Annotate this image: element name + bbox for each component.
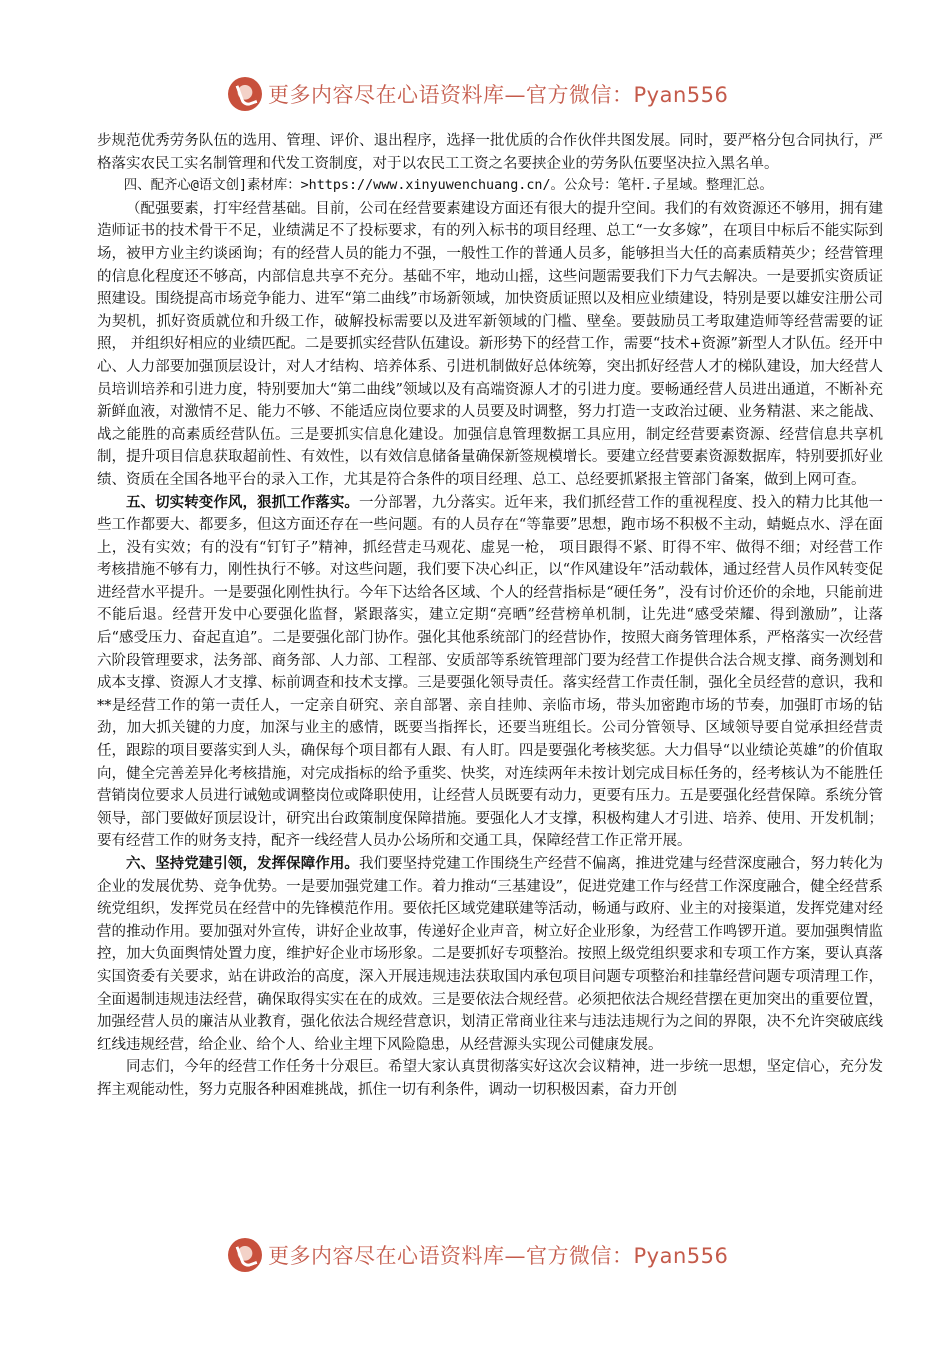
paragraph-section-five bbox=[97, 492, 883, 854]
brand-logo-icon bbox=[228, 77, 262, 111]
footer-watermark-banner bbox=[228, 1237, 748, 1273]
watermark-text: 更多内容尽在心语资料库—官方微信：Pyan556 bbox=[268, 83, 729, 107]
paragraph-section-four-body: （配强要素，打牢经营基础。目前，公司在经营要素建设方面还有很大的提升空间。我们的有效资源还不够用，拥有建造师证书的技术骨干不足，业绩满足不了投标要求，有的列入标书的项目经理、总工“一女多嫁”，在项目中标后不能实际到场，被甲方业主约谈函询；有的经营人员的能力不强，一般性工作的普通人员多，能够担当大任的高素质精英少；经营管理的信息化程度还不够高，内部信息共享不充分。基础不牢，地动山摇，这些问题需要我们下力气去解决。一是要抓实资质证照建设。围绕提高市场竞争能力、进军“第二曲线”市场新领域，加快资质证照以及相应业绩建设，特别是要以雄安注册公司为契机，抓好资质就位和升级工作，破解投标需要以及进军新领域的门槛、壁垒。要鼓励员工考取建造师等经营需要的证照， 并组织好相应的业绩匹配。二是要抓实经营队伍建设。新形势下的经营工作，需要“技术+资源”新型人才队伍。经开中心、人力部要加强顶层设计，对人才结构、培养体系、引进机制做好总体统筹，突出抓好经营人才的梯队建设，加大经营人员培训培养和引进力度，特别要加大“第二曲线”领域以及有高端资源人才的引进力度。要畅通经营人员进出通道，不断补充新鲜血液，对激情不足、能力不够、不能适应岗位要求的人员要及时调整，努力打造一支政治过硬、业务精湛、来之能战、战之能胜的高素质经营队伍。三是要抓实信息化建设。加强信息管理数据工具应用，制定经营要素资源、经营信息共享机制，提升项目信息获取超前性、有效性，以有效信息储备量确保新签规模增长。要建立经营要素资源数据库，特别要抓好业绩、资质在全国各地平台的录入工作，尤其是符合条件的项目经理、总工、总经要抓紧报主管部门备案，做到上网可查。 bbox=[97, 200, 883, 488]
section-six-body: 我们要坚持党建工作围绕生产经营不偏离，推进党建与经营深度融合，努力转化为企业的发展优势、竞争优势。一是要加强党建工作。着力推动“三基建设”，促进党建工作与经营工作深度融合，健全经营系统党组织，发挥党员在经营中的先锋模范作用。要依托区域党建联建等活动，畅通与政府、业主的对接渠道，发挥党建对经营的推动作用。要加强对外宣传，讲好企业故事，传递好企业声音，树立好企业形象，为经营工作鸣锣开道。要加强舆情监控，加大负面舆情处置力度，维护好企业市场形象。二是要抓好专项整治。按照上级党组织要求和专项工作方案，要认真落实国资委有关要求，站在讲政治的高度，深入开展违规违法获取国内承包项目问题专项整治和挂靠经营问题专项清理工作，全面遏制违规违法经营，确保取得实实在在的成效。三是要依法合规经营。必须把依法合规经营摆在更加突出的重要位置，加强经营人员的廉洁从业教育，强化依法合规经营意识，划清正常商业往来与违法违规行为之间的界限，决不允许突破底线红线违规经营，给企业、给个人、给业主埋下风险隐患，从经营源头实现公司健康发展。 bbox=[97, 856, 884, 1053]
section-five-body: 一分部署，九分落实。近年来，我们抓经营工作的重视程度、投入的精力比其他一些工作都要大、都要多，但这方面还存在一些问题。有的人员存在“等靠要”思想，跑市场不积极不主动，蜻蜓点水、浮在面上，没有实效；有的没有“钉钉子”精神，抓经营走马观花、虚晃一枪， 项目跟得不紧、盯得不牢、做得不细；对经营工作考核措施不够有力，刚性执行不够。对这些问题，我们要下决心纠正，以“作风建设年”活动载体，通过经营人员作风转变促进经营水平提升。一是要强化刚性执行。今年下达给各区域、个人的经营指标是“硬任务”，没有讨价还价的余地，只能前进不能后退。经营开发中心要强化监督，紧跟落实，建立定期“亮晒”经营榜单机制，让先进“感受荣耀、得到激励”，让落后“感受压力、奋起直追”。二是要强化部门协作。强化其他系统部门的经营协作，按照大商务管理体系，严格落实一次经营六阶段管理要求，法务部、商务部、人力部、工程部、安质部等系统管理部门要为经营工作提供合法合规支撑、商务测划和成本支撑、资源人才支撑、标前调查和技术支撑。三是要强化领导责任。落实经营工作责任制，强化全员经营的意识，我和**是经营工作的第一责任人，一定亲自研究、亲自部署、亲自挂帅、亲临市场，带头加密跑市场的节奏，加强盯市场的钻劲，加大抓关键的力度，加深与业主的感情，既要当指挥长，还要当班组长。公司分管领导、区域领导要自觉承担经营责任，跟踪的项目要落实到人头，确保每个项目都有人跟、有人盯。四是要强化考核奖惩。大力倡导“以业绩论英雄”的价值取向，健全完善差异化考核措施，对完成指标的给予重奖、快奖，对连续两年未按计划完成目标任务的，经考核认为不能胜任营销岗位要求人员进行诫勉或调整岗位或降职使用，让经营人员既要有动力，更要有压力。五是要强化经营保障。系统分管领导，部门要做好顶层设计，研究出台政策制度保障措施。要强化人才支撑，积极构建人才引进、培养、使用、开发机制；要有经营工作的财务支持，配齐一线经营人员办公场所和交通工具，保障经营工作正常开展。 bbox=[97, 494, 884, 850]
section-six-heading: 六、坚持党建引领，发挥保障作用。 bbox=[126, 856, 359, 872]
watermark-text: 更多内容尽在心语资料库—官方微信：Pyan556 bbox=[268, 1244, 729, 1268]
paragraph-continuation: 步规范优秀劳务队伍的选用、管理、评价、退出程序，选择一批优质的合作伙伴共图发展。同时，要严格分包合同执行，严格落实农民工实名制管理和代发工资制度，对于以农民工工资之名要挟企业的劳务队伍要坚决拉入黑名单。 bbox=[97, 133, 883, 172]
paragraph-section-four-title: 四、配齐心@语文创]素材库：>https://www.xinyuwenchuang.cn/。公众号：笔杆.子星域。整理汇总。 bbox=[123, 178, 773, 194]
paragraph-closing: 同志们，今年的经营工作任务十分艰巨。希望大家认真贯彻落实好这次会议精神，进一步统一思想，坚定信心，充分发挥主观能动性，努力克服各种困难挑战，抓住一切有利条件，调动一切积极因素，奋力开创 bbox=[97, 1059, 883, 1098]
brand-logo-icon bbox=[228, 1238, 262, 1272]
header-watermark-banner bbox=[228, 76, 748, 112]
document-body bbox=[97, 130, 883, 1102]
section-five-heading: 五、切实转变作风，狠抓工作落实。 bbox=[126, 494, 359, 511]
paragraph-section-six bbox=[97, 853, 883, 1056]
